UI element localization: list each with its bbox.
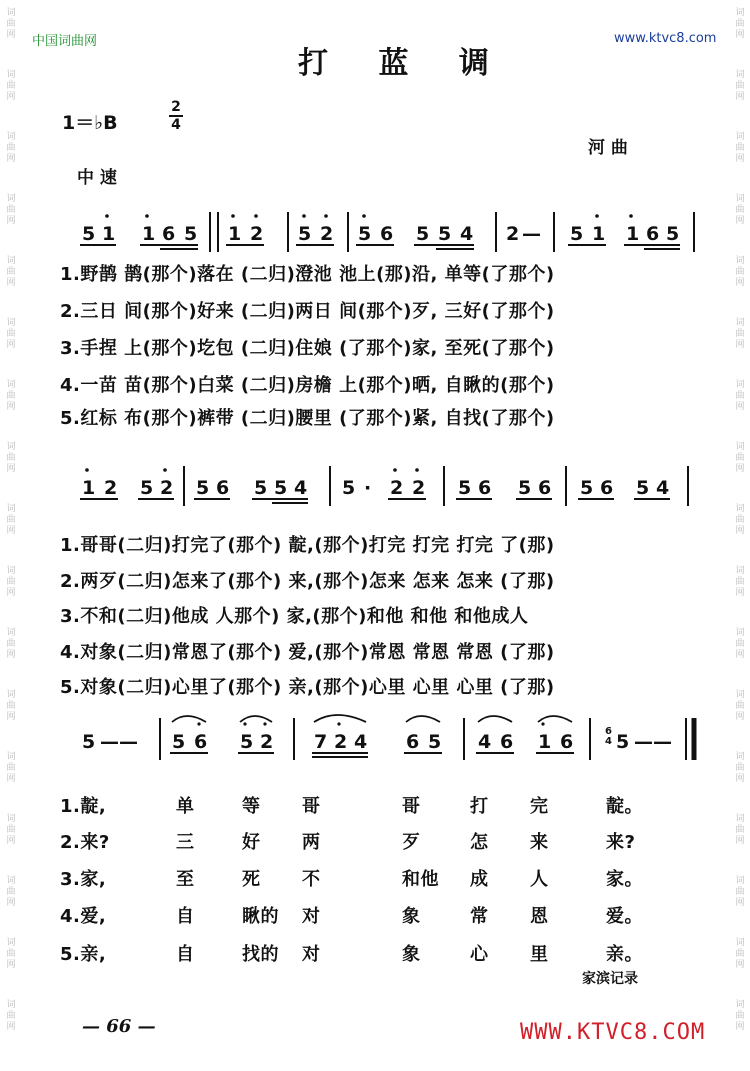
watermark-char: 曲 <box>6 515 16 525</box>
lyric-s3-cell: 哥 <box>302 796 321 817</box>
watermark-char: 曲 <box>6 205 16 215</box>
watermark-glyph-group <box>733 132 747 165</box>
watermark-char: 网 <box>6 92 16 102</box>
lyric-s3-cell: 瞅的 <box>242 906 279 927</box>
lyric-s3-cell: 心 <box>470 944 489 965</box>
watermark-char: 词 <box>735 690 745 700</box>
watermark-char: 曲 <box>6 453 16 463</box>
watermark-char: 词 <box>6 70 16 80</box>
watermark-char: 词 <box>735 256 745 266</box>
watermark-char: 网 <box>6 650 16 660</box>
watermark-char: 词 <box>6 256 16 266</box>
watermark-char: 曲 <box>735 329 745 339</box>
watermark-char: 词 <box>6 194 16 204</box>
watermark-glyph-group <box>4 132 18 165</box>
lyric-s3-cell: 2.来? <box>60 832 110 853</box>
svg-text:6: 6 <box>162 223 176 245</box>
lyric-s3-cell: 至 <box>176 869 195 890</box>
lyric-s3-cell: 里 <box>530 944 549 965</box>
svg-text:6: 6 <box>478 477 492 499</box>
watermark-char: 词 <box>6 8 16 18</box>
watermark-char: 网 <box>735 1022 745 1032</box>
lyric-s3-cell: 恩 <box>530 906 549 927</box>
watermark-char: 曲 <box>735 515 745 525</box>
notation-line-3 <box>60 712 710 762</box>
watermark-char: 词 <box>6 442 16 452</box>
svg-text:5: 5 <box>240 731 254 753</box>
svg-text:1: 1 <box>538 731 552 753</box>
watermark-char: 网 <box>735 898 745 908</box>
lyric-s1-verse-1: 1.野鹊 鹊(那个)落在 (二归)澄池 池上(那)沿, 单等(了那个) <box>60 264 555 285</box>
watermark-char: 曲 <box>735 205 745 215</box>
svg-text:1: 1 <box>82 477 96 499</box>
svg-text:5: 5 <box>458 477 472 499</box>
svg-text:5: 5 <box>438 223 452 245</box>
lyric-s3-cell: 完 <box>530 796 549 817</box>
svg-text:6: 6 <box>380 223 394 245</box>
watermark-char: 网 <box>6 898 16 908</box>
svg-text:4: 4 <box>460 223 474 245</box>
svg-text:4: 4 <box>354 731 368 753</box>
lyric-s3-cell: 亲。 <box>606 944 643 965</box>
lyric-s3-cell: 来? <box>606 832 636 853</box>
site-name-left[interactable]: 中国词曲网 <box>32 34 98 49</box>
svg-text:5: 5 <box>416 223 430 245</box>
svg-text:——: —— <box>100 731 138 753</box>
watermark-char: 词 <box>6 814 16 824</box>
watermark-char: 网 <box>735 774 745 784</box>
watermark-char: 网 <box>6 526 16 536</box>
watermark-char: 网 <box>735 650 745 660</box>
watermark-char: 词 <box>735 318 745 328</box>
time-signature-numerator: 2 <box>171 99 181 115</box>
svg-text:6: 6 <box>538 477 552 499</box>
watermark-glyph-group <box>4 876 18 909</box>
watermark-glyph-group <box>733 442 747 475</box>
svg-text:2: 2 <box>320 223 334 245</box>
watermark-char: 曲 <box>6 887 16 897</box>
watermark-char: 词 <box>735 8 745 18</box>
watermark-char: 网 <box>6 774 16 784</box>
lyric-s3-cell: 怎 <box>470 832 489 853</box>
lyric-s3-cell: 死 <box>242 869 261 890</box>
watermark-char: 曲 <box>735 453 745 463</box>
watermark-char: 词 <box>6 318 16 328</box>
watermark-glyph-group <box>733 318 747 351</box>
svg-text:5: 5 <box>518 477 532 499</box>
svg-text:6: 6 <box>600 477 614 499</box>
watermark-char: 词 <box>735 566 745 576</box>
lyric-s3-cell: 常 <box>470 906 489 927</box>
watermark-glyph-group <box>4 566 18 599</box>
watermark-char: 曲 <box>6 267 16 277</box>
watermark-char: 网 <box>735 464 745 474</box>
watermark-char: 曲 <box>735 267 745 277</box>
watermark-char: 词 <box>6 566 16 576</box>
svg-text:5: 5 <box>342 477 356 499</box>
watermark-char: 曲 <box>735 639 745 649</box>
svg-text:5: 5 <box>636 477 650 499</box>
footer-site-url[interactable]: WWW.KTVC8.COM <box>520 1020 706 1045</box>
lyric-s3-cell: 单 <box>176 796 195 817</box>
svg-text:1: 1 <box>102 223 116 245</box>
watermark-char: 词 <box>735 1000 745 1010</box>
svg-text:6: 6 <box>605 726 612 737</box>
lyric-s3-cell: 家。 <box>606 869 643 890</box>
region-label: 河 曲 <box>588 138 628 158</box>
watermark-char: 网 <box>6 340 16 350</box>
lyric-s3-cell: 不 <box>302 869 321 890</box>
page-number: — 66 — <box>82 1016 156 1037</box>
lyric-s3-cell: 对 <box>302 906 321 927</box>
watermark-char: 词 <box>735 938 745 948</box>
lyric-s3-cell: 来 <box>530 832 549 853</box>
watermark-char: 曲 <box>6 329 16 339</box>
watermark-char: 词 <box>735 70 745 80</box>
svg-text:5: 5 <box>358 223 372 245</box>
watermark-glyph-group <box>4 504 18 537</box>
lyric-s3-cell: 歹 <box>402 832 421 853</box>
svg-text:5: 5 <box>298 223 312 245</box>
lyric-s3-cell: 成 <box>470 869 489 890</box>
watermark-char: 词 <box>735 628 745 638</box>
svg-text:2: 2 <box>412 477 426 499</box>
transcriber-credit: 家滨记录 <box>582 971 638 987</box>
svg-text:——: —— <box>634 731 672 753</box>
watermark-char: 词 <box>735 442 745 452</box>
watermark-char: 曲 <box>6 701 16 711</box>
watermark-char: 曲 <box>735 887 745 897</box>
watermark-char: 词 <box>6 380 16 390</box>
watermark-char: 网 <box>6 1022 16 1032</box>
watermark-char: 词 <box>6 938 16 948</box>
song-title: 打 蓝 调 <box>298 46 509 81</box>
watermark-glyph-group <box>4 380 18 413</box>
watermark-char: 网 <box>6 464 16 474</box>
watermark-glyph-group <box>733 690 747 723</box>
lyric-s1-verse-4: 4.一苗 苗(那个)白菜 (二归)房檐 上(那个)晒, 自瞅的(那个) <box>60 375 555 396</box>
svg-text:4: 4 <box>656 477 670 499</box>
watermark-char: 词 <box>6 628 16 638</box>
watermark-char: 曲 <box>735 391 745 401</box>
svg-text:6: 6 <box>560 731 574 753</box>
watermark-char: 网 <box>6 30 16 40</box>
lyric-s3-cell: 两 <box>302 832 321 853</box>
watermark-char: 曲 <box>735 949 745 959</box>
watermark-char: 网 <box>6 588 16 598</box>
svg-text:2: 2 <box>334 731 348 753</box>
lyric-s1-verse-2: 2.三日 间(那个)好来 (二归)两日 间(那个)歹, 三好(了那个) <box>60 301 555 322</box>
watermark-char: 网 <box>6 154 16 164</box>
watermark-glyph-group <box>4 752 18 785</box>
svg-text:·: · <box>364 477 372 499</box>
watermark-glyph-group <box>4 318 18 351</box>
watermark-glyph-group <box>733 628 747 661</box>
watermark-char: 网 <box>735 154 745 164</box>
watermark-glyph-group <box>733 504 747 537</box>
notation-line-1 <box>60 208 710 256</box>
watermark-glyph-group <box>4 70 18 103</box>
watermark-char: 词 <box>6 504 16 514</box>
watermark-char: 曲 <box>735 825 745 835</box>
svg-text:2: 2 <box>104 477 118 499</box>
watermark-char: 网 <box>6 278 16 288</box>
svg-text:—: — <box>522 223 541 245</box>
lyric-s3-cell: 自 <box>176 906 195 927</box>
svg-text:4: 4 <box>478 731 492 753</box>
svg-text:6: 6 <box>406 731 420 753</box>
watermark-char: 曲 <box>735 1011 745 1021</box>
watermark-char: 曲 <box>6 81 16 91</box>
svg-text:5: 5 <box>428 731 442 753</box>
watermark-char: 曲 <box>6 391 16 401</box>
watermark-char: 曲 <box>6 143 16 153</box>
lyric-s3-cell: 5.亲, <box>60 944 107 965</box>
svg-text:5: 5 <box>666 223 680 245</box>
watermark-char: 网 <box>735 526 745 536</box>
svg-text:2: 2 <box>260 731 274 753</box>
watermark-char: 网 <box>6 712 16 722</box>
lyric-s3-cell: 好 <box>242 832 261 853</box>
watermark-glyph-group <box>733 1000 747 1033</box>
watermark-char: 网 <box>735 340 745 350</box>
watermark-char: 词 <box>735 752 745 762</box>
svg-text:5: 5 <box>140 477 154 499</box>
lyric-s3-cell: 哥 <box>402 796 421 817</box>
svg-text:1: 1 <box>626 223 640 245</box>
svg-text:1: 1 <box>142 223 156 245</box>
watermark-char: 词 <box>6 876 16 886</box>
watermark-char: 词 <box>735 132 745 142</box>
lyric-s3-cell: 象 <box>402 944 421 965</box>
watermark-char: 网 <box>735 588 745 598</box>
svg-text:1: 1 <box>228 223 242 245</box>
watermark-char: 曲 <box>735 577 745 587</box>
svg-text:5: 5 <box>184 223 198 245</box>
watermark-glyph-group <box>4 194 18 227</box>
watermark-glyph-group <box>733 380 747 413</box>
svg-text:5: 5 <box>196 477 210 499</box>
watermark-glyph-group <box>4 628 18 661</box>
watermark-char: 词 <box>6 752 16 762</box>
watermark-char: 曲 <box>735 143 745 153</box>
svg-text:6: 6 <box>194 731 208 753</box>
watermark-char: 网 <box>6 960 16 970</box>
watermark-char: 网 <box>6 216 16 226</box>
tempo-label: 中 速 <box>77 168 117 188</box>
time-signature-denominator: 4 <box>171 117 181 133</box>
watermark-char: 曲 <box>6 577 16 587</box>
watermark-char: 曲 <box>6 639 16 649</box>
lyric-s2-verse-5: 5.对象(二归)心里了(那个) 亲,(那个)心里 心里 心里 (了那) <box>60 677 555 698</box>
watermark-char: 词 <box>735 504 745 514</box>
lyric-s3-cell: 3.家, <box>60 869 107 890</box>
watermark-char: 词 <box>735 814 745 824</box>
watermark-glyph-group <box>4 8 18 41</box>
svg-text:6: 6 <box>646 223 660 245</box>
watermark-char: 网 <box>735 960 745 970</box>
svg-text:5: 5 <box>82 731 96 753</box>
watermark-char: 网 <box>735 712 745 722</box>
svg-text:1: 1 <box>592 223 606 245</box>
lyric-s2-verse-4: 4.对象(二归)常恩了(那个) 爱,(那个)常恩 常恩 常恩 (了那) <box>60 642 555 663</box>
svg-text:2: 2 <box>506 223 520 245</box>
lyric-s2-verse-2: 2.两歹(二归)怎来了(那个) 来,(那个)怎来 怎来 怎来 (了那) <box>60 571 555 592</box>
lyric-s3-cell: 象 <box>402 906 421 927</box>
lyric-s2-verse-1: 1.哥哥(二归)打完了(那个) 靛,(那个)打完 打完 打完 了(那) <box>60 535 555 556</box>
svg-text:5: 5 <box>570 223 584 245</box>
watermark-char: 网 <box>735 216 745 226</box>
time-signature <box>167 100 185 132</box>
svg-text:5: 5 <box>254 477 268 499</box>
lyric-s3-cell: 自 <box>176 944 195 965</box>
watermark-char: 曲 <box>735 701 745 711</box>
watermark-char: 网 <box>735 836 745 846</box>
lyric-s3-cell: 4.爱, <box>60 906 107 927</box>
svg-text:5: 5 <box>580 477 594 499</box>
watermark-char: 曲 <box>6 949 16 959</box>
watermark-glyph-group <box>733 752 747 785</box>
svg-text:2: 2 <box>250 223 264 245</box>
watermark-char: 网 <box>6 402 16 412</box>
watermark-char: 网 <box>735 402 745 412</box>
lyric-s2-verse-3: 3.不和(二归)他成 人那个) 家,(那个)和他 和他 和他成人 <box>60 606 529 627</box>
watermark-char: 曲 <box>735 81 745 91</box>
lyric-s3-cell: 人 <box>530 869 549 890</box>
watermark-char: 词 <box>735 194 745 204</box>
lyric-s3-cell: 等 <box>242 796 261 817</box>
watermark-glyph-group <box>4 814 18 847</box>
lyric-s3-cell: 靛。 <box>606 796 643 817</box>
watermark-char: 网 <box>6 836 16 846</box>
watermark-glyph-group <box>4 256 18 289</box>
watermark-char: 网 <box>735 30 745 40</box>
svg-text:2: 2 <box>390 477 404 499</box>
watermark-char: 曲 <box>6 1011 16 1021</box>
watermark-glyph-group <box>733 876 747 909</box>
lyric-s1-verse-3: 3.手捏 上(那个)圪包 (二归)住娘 (了那个)家, 至死(了那个) <box>60 338 555 359</box>
watermark-char: 曲 <box>735 763 745 773</box>
svg-text:2: 2 <box>160 477 174 499</box>
svg-text:5: 5 <box>172 731 186 753</box>
watermark-char: 网 <box>735 278 745 288</box>
watermark-glyph-group <box>733 256 747 289</box>
watermark-glyph-group <box>733 8 747 41</box>
svg-text:5: 5 <box>82 223 96 245</box>
watermark-glyph-group <box>733 70 747 103</box>
lyric-s3-cell: 三 <box>176 832 195 853</box>
watermark-char: 词 <box>6 1000 16 1010</box>
svg-text:4: 4 <box>605 736 612 747</box>
watermark-glyph-group <box>733 814 747 847</box>
lyric-s3-cell: 1.靛, <box>60 796 107 817</box>
lyric-s3-cell: 找的 <box>242 944 279 965</box>
lyric-s3-cell: 对 <box>302 944 321 965</box>
svg-text:6: 6 <box>500 731 514 753</box>
lyric-s3-cell: 和他 <box>402 869 439 890</box>
watermark-char: 网 <box>735 92 745 102</box>
watermark-char: 词 <box>6 132 16 142</box>
svg-text:4: 4 <box>294 477 308 499</box>
notation-line-2 <box>60 462 710 508</box>
watermark-char: 曲 <box>6 825 16 835</box>
watermark-glyph-group <box>4 1000 18 1033</box>
watermark-glyph-group <box>733 938 747 971</box>
svg-text:6: 6 <box>216 477 230 499</box>
watermark-glyph-group <box>4 690 18 723</box>
watermark-char: 曲 <box>6 19 16 29</box>
svg-text:5: 5 <box>616 731 630 753</box>
lyric-s3-cell: 打 <box>470 796 489 817</box>
svg-text:7: 7 <box>314 731 328 753</box>
watermark-glyph-group <box>4 442 18 475</box>
watermark-char: 曲 <box>735 19 745 29</box>
site-url-right[interactable]: www.ktvc8.com <box>614 31 717 46</box>
watermark-glyph-group <box>733 566 747 599</box>
key-signature: 1＝♭B <box>62 112 118 134</box>
watermark-glyph-group <box>4 938 18 971</box>
svg-text:5: 5 <box>274 477 288 499</box>
watermark-char: 曲 <box>6 763 16 773</box>
watermark-glyph-group <box>733 194 747 227</box>
lyric-s1-verse-5: 5.红标 布(那个)裤带 (二归)腰里 (了那个)紧, 自找(了那个) <box>60 408 555 429</box>
lyric-s3-cell: 爱。 <box>606 906 643 927</box>
watermark-char: 词 <box>735 380 745 390</box>
watermark-char: 词 <box>6 690 16 700</box>
watermark-char: 词 <box>735 876 745 886</box>
